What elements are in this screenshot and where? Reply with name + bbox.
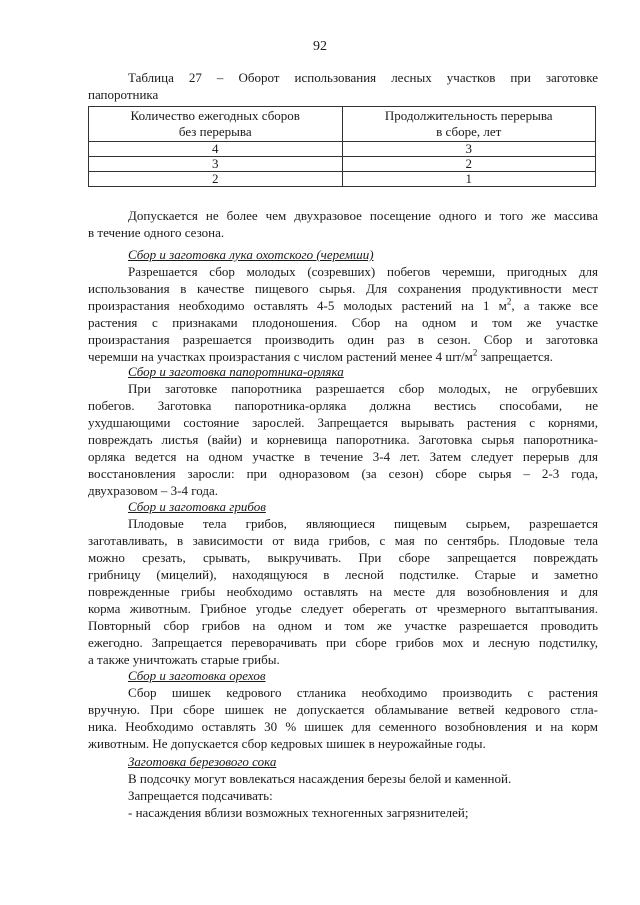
text-line: заготавливать, в зависимости от вида грибов, с мая по сентябрь. Плодовые тела: [88, 533, 598, 548]
section-heading: Сбор и заготовка орехов: [128, 668, 266, 683]
text-line: животным. Не допускается сбор кедровых шишек в неурожайные годы.: [88, 736, 486, 751]
text-line: использования в качестве пищевого сырья. Для сохранения продуктивности мест: [88, 281, 598, 296]
table-header-cell: [342, 107, 596, 142]
text-line: При заготовке папоротника разрешается сбор молодых, не огрубевших: [128, 381, 598, 396]
text-line: восстановления заросли: при одноразовом (за сезон) сборе сырья – 2-3 года,: [88, 466, 598, 481]
table-caption-line: Таблица 27 – Оборот использования лесных участков при заготовке: [128, 70, 598, 85]
table-row: [89, 142, 596, 157]
text-line: произрастания необходимо оставлять 4-5 молодых растений на 1 $м^2$, а также все: [88, 296, 598, 313]
section-birch: [88, 753, 598, 821]
table-cell: 3: [342, 142, 596, 157]
text-line: ежегодно. Запрещается переворачивать при сборе грибов мох и лесную подстилку,: [88, 635, 598, 650]
text-line: повреждать листья (вайи) и корневища папоротника. Заготовка сырья папоротника-: [88, 432, 598, 447]
section-nuts: [88, 667, 598, 752]
text-line: ухудшающими состояние зарослей. Запрещается вырывать растения с корнями,: [88, 415, 598, 430]
text-line: можно срезать, срывать, выкручивать. При сборе запрещается повреждать: [88, 550, 598, 565]
table-header-row: [89, 107, 596, 142]
text-line: растения с признаками плодоношения. Сбор на одном и том же участке: [88, 315, 598, 330]
section-mushrooms: [88, 498, 598, 668]
table-cell: 3: [89, 157, 343, 172]
table-header-cell: [89, 107, 343, 142]
section-heading: Сбор и заготовка папоротника-орляка: [128, 364, 344, 379]
text-line: поврежденные грибы необходимо оставлять на месте для возобновления и для: [88, 584, 598, 599]
section-fern: [88, 363, 598, 499]
section-cheremsha: [88, 246, 598, 365]
header-line: Количество ежегодных сборов: [130, 108, 300, 123]
text-line: - насаждения вблизи возможных техногенных загрязнителей;: [128, 805, 469, 820]
text-line: Допускается не более чем двухразовое посещение одного и того же массива: [128, 208, 598, 223]
section-heading: Сбор и заготовка грибов: [128, 499, 266, 514]
text-line: произрастания разрешается производить один раз в сезон. Сбор и заготовка: [88, 332, 598, 347]
header-line: Продолжительность перерыва: [384, 108, 553, 123]
text-line: побегов. Заготовка папоротника-орляка должна вестись способами, не: [88, 398, 598, 413]
table-cell: 4: [89, 142, 343, 157]
text-line: Сбор шишек кедрового стланика необходимо производить с растения: [128, 685, 598, 700]
text-line: корма животным. Грибное угодье следует оберегать от чрезмерного вытаптывания.: [88, 601, 598, 616]
text-line: Плодовые тела грибов, являющиеся пищевым сырьем, разрешается: [128, 516, 598, 531]
text-line: ника. Необходимо оставлять 30 % шишек для семенного возобновления и на корм: [88, 719, 598, 734]
text-line: грибницу (мицелий), находящуюся в лесной подстилке. Старые и заметно: [88, 567, 598, 582]
header-line: в сборе, лет: [436, 124, 502, 139]
header-line: без перерыва: [178, 124, 252, 139]
text-line: вручную. При сборе шишек не допускается обламывание ветвей кедрового стла-: [88, 702, 598, 717]
text-line: Запрещается подсачивать:: [128, 788, 273, 803]
text-line: орляка ведется на одном участке в течение 3-4 лет. Затем следует перерыв для: [88, 449, 598, 464]
intro-paragraph: [88, 207, 598, 241]
table-row: [89, 172, 596, 187]
text-line: В подсочку могут вовлекаться насаждения березы белой и каменной.: [128, 771, 512, 786]
text-line: а также уничтожать старые грибы.: [88, 652, 280, 667]
table-cell: 2: [342, 157, 596, 172]
page-number: 92: [313, 39, 327, 54]
text-line: Повторный сбор грибов на одном и том же участке разрешается проводить: [88, 618, 598, 633]
table-caption: [88, 69, 598, 103]
text-line: черемши на участках произрастания с числом растений менее 4 $шт/м^2$ запрещается.: [88, 347, 553, 364]
table-caption-line: папоротника: [88, 87, 159, 102]
section-heading: Заготовка березового сока: [128, 754, 277, 769]
rotation-table: [88, 106, 596, 187]
table-cell: 2: [89, 172, 343, 187]
table-row: [89, 157, 596, 172]
table-cell: 1: [342, 172, 596, 187]
section-heading: Сбор и заготовка лука охотского (черемши): [128, 247, 374, 262]
text-line: двухразовом – 3-4 года.: [88, 483, 219, 498]
text-line: в течение одного сезона.: [88, 225, 225, 240]
text-line: Разрешается сбор молодых (созревших) побегов черемши, пригодных для: [128, 264, 598, 279]
